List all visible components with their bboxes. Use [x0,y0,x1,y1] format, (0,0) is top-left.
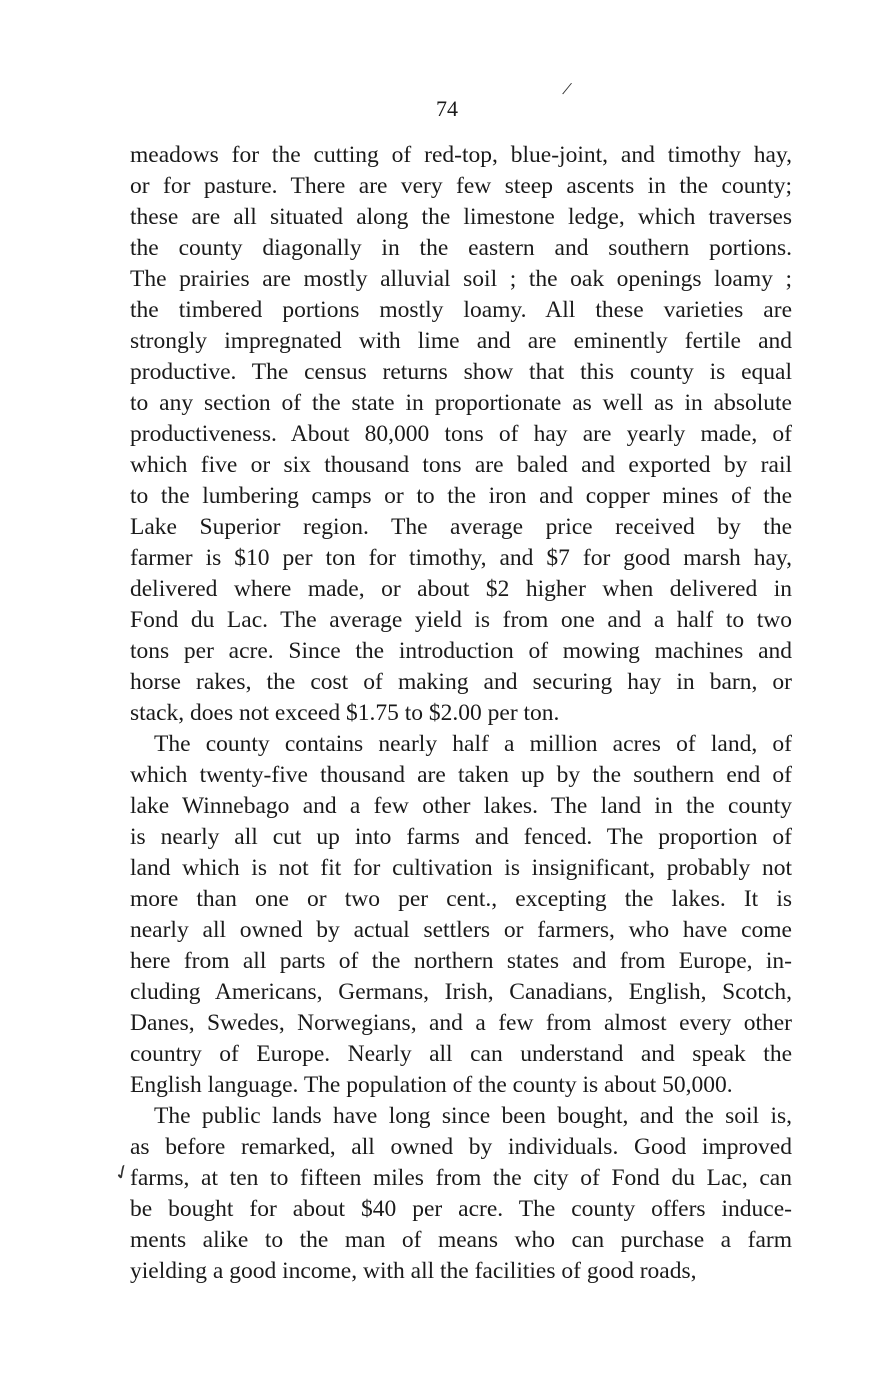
text-line: here from all parts of the northern states and from Europe, in- [130,948,792,974]
paragraph [130,729,792,1101]
text-line: The county contains nearly half a million acres of land, of [154,731,792,757]
text-line: yielding a good income, with all the facilities of good roads, [130,1258,697,1284]
text-line: is nearly all cut up into farms and fenced. The proportion of [130,824,792,850]
text-line: which twenty-five thousand are taken up by the southern end of [130,762,792,788]
text-line: farms, at ten to fifteen miles from the city of Fond du Lac, can [130,1165,792,1191]
text-line: productive. The census returns show that this county is equal [130,359,792,385]
text-line: the county diagonally in the eastern and southern portions. [130,235,792,261]
text-line: lake Winnebago and a few other lakes. The land in the county [130,793,792,819]
paragraph [130,140,792,729]
text-line: as before remarked, all owned by individuals. Good improved [130,1134,792,1160]
text-line: Danes, Swedes, Norwegians, and a few from almost every other [130,1010,792,1036]
text-line: to the lumbering camps or to the iron and copper mines of the [130,483,792,509]
text-line: more than one or two per cent., excepting the lakes. It is [130,886,792,912]
page-number: 74 [436,96,458,121]
body-text [130,140,792,1287]
text-line: productiveness. About 80,000 tons of hay are yearly made, of [130,421,792,447]
paragraph [130,1101,792,1287]
text-line: to any section of the state in proportionate as well as in absolute [130,390,792,416]
text-line: delivered where made, or about $2 higher when delivered in [130,576,792,602]
text-line: horse rakes, the cost of making and securing hay in barn, or [130,669,792,695]
text-line: Lake Superior region. The average price received by the [130,514,792,540]
text-line: nearly all owned by actual settlers or farmers, who have come [130,917,792,943]
text-line: strongly impregnated with lime and are eminently fertile and [130,328,792,354]
text-line: which five or six thousand tons are baled and exported by rail [130,452,792,478]
text-line: English language. The population of the county is about 50,000. [130,1072,733,1098]
text-line: the timbered portions mostly loamy. All these varieties are [130,297,792,323]
text-line: these are all situated along the limestone ledge, which traverses [130,204,792,230]
pencil-check-mark: / [560,77,574,101]
text-line: or for pasture. There are very few steep ascents in the county; [130,173,792,199]
text-line: farmer is $10 per ton for timothy, and $7 for good marsh hay, [130,545,792,571]
text-line: country of Europe. Nearly all can understand and speak the [130,1041,792,1067]
text-line: The public lands have long since been bought, and the soil is, [154,1103,792,1129]
text-line: ments alike to the man of means who can purchase a farm [130,1227,792,1253]
margin-check-mark: ✓ [110,1159,135,1187]
text-line: land which is not fit for cultivation is insignificant, probably not [130,855,792,881]
text-line: meadows for the cutting of red-top, blue-joint, and timothy hay, [130,142,792,168]
text-line: be bought for about $40 per acre. The county offers induce- [130,1196,792,1222]
text-line: cluding Americans, Germans, Irish, Canadians, English, Scotch, [130,979,792,1005]
text-line: The prairies are mostly alluvial soil ; the oak openings loamy ; [130,266,792,292]
text-line: tons per acre. Since the introduction of mowing machines and [130,638,792,664]
text-line: Fond du Lac. The average yield is from one and a half to two [130,607,792,633]
text-line: stack, does not exceed $1.75 to $2.00 per ton. [130,700,560,726]
